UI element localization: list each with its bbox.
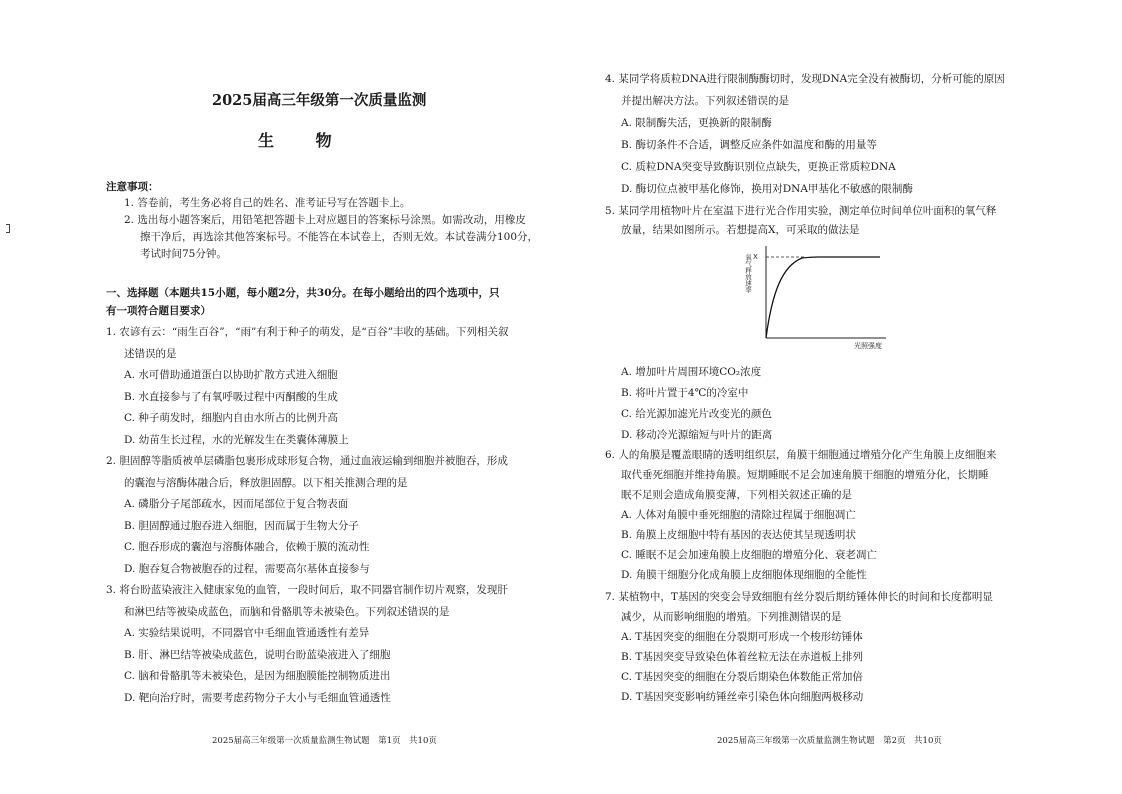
option: B. 肝、淋巴结等被染成蓝色，说明台盼蓝染液进入了细胞 bbox=[124, 649, 391, 661]
notice-line: 1. 答卷前，考生务必将自己的姓名、准考证号写在答题卡上。 bbox=[124, 197, 411, 209]
option: C. 睡眠不足会加速角膜上皮细胞的增殖分化、衰老凋亡 bbox=[621, 549, 877, 561]
option: D. 幼苗生长过程，水的光解发生在类囊体薄膜上 bbox=[124, 434, 349, 446]
option: C. 种子萌发时，细胞内自由水所占的比例升高 bbox=[124, 412, 338, 424]
subject-title: 生 物 bbox=[258, 131, 350, 150]
option: B. 角膜上皮细胞中特有基因的表达使其呈现透明状 bbox=[621, 529, 856, 541]
option: D. 靶向治疗时，需要考虑药物分子大小与毛细血管通透性 bbox=[124, 692, 391, 704]
option: D. 移动冷光源缩短与叶片的距离 bbox=[621, 429, 773, 441]
question-stem: 减少，从而影响细胞的增殖。下列推测错误的是 bbox=[621, 611, 842, 623]
option: B. T基因突变导致染色体着丝粒无法在赤道板上排列 bbox=[621, 651, 863, 663]
option: A. 限制酶失活，更换新的限制酶 bbox=[621, 117, 772, 129]
option: D. 角膜干细胞分化成角膜上皮细胞体现细胞的全能性 bbox=[621, 569, 867, 581]
option: C. 质粒DNA突变导致酶识别位点缺失，更换正常质粒DNA bbox=[621, 161, 896, 173]
notice-line: 2. 选出每小题答案后，用铅笔把答题卡上对应题目的答案标号涂黑。如需改动，用橡皮 bbox=[124, 214, 526, 226]
question-stem: 的囊泡与溶酶体融合后，释放胆固醇。以下相关推测合理的是 bbox=[124, 477, 408, 489]
option: A. T基因突变的细胞在分裂期可形成一个梭形纺锤体 bbox=[621, 631, 863, 643]
question-stem: 3. 将台盼蓝染液注入健康家兔的血管，一段时间后，取不同器官制作切片观察，发现肝 bbox=[106, 584, 508, 596]
question-stem: 7. 某植物中，T基因的突变会导致细胞有丝分裂后期纺锤体伸长的时间和长度都明显 bbox=[605, 591, 993, 603]
section-heading: 一、选择题（本题共15小题，每小题2分，共30分。在每小题给出的四个选项中，只 bbox=[106, 287, 500, 299]
question-stem: 5. 某同学用植物叶片在室温下进行光合作用实验，测定单位时间单位叶面积的氧气释 bbox=[605, 205, 997, 217]
page-footer: 2025届高三年级第一次质量监测生物试题 第2页 共10页 bbox=[717, 736, 942, 746]
notice-line: 擦干净后，再选涂其他答案标号。不能答在本试卷上，否则无效。本试卷满分100分， bbox=[140, 231, 539, 243]
option: C. 胞吞形成的囊泡与溶酶体融合，依赖于膜的流动性 bbox=[124, 541, 370, 553]
question-stem: 述错误的是 bbox=[124, 348, 177, 360]
question-stem: 并提出解决方法。下列叙述错误的是 bbox=[621, 95, 789, 107]
option: A. 实验结果说明，不同器官中毛细血管通透性有差异 bbox=[124, 627, 370, 639]
question-stem: 1. 农谚有云：“雨生百谷”，“雨”有利于种子的萌发，是“百谷”丰收的基础。下列相关叙 bbox=[106, 326, 509, 338]
question-stem: 6. 人的角膜是覆盖眼睛的透明组织层，角膜干细胞通过增殖分化产生角膜上皮细胞来 bbox=[605, 449, 997, 461]
option: C. T基因突变的细胞在分裂后期染色体数能正常加倍 bbox=[621, 671, 863, 683]
notice-line: 考试时间75分钟。 bbox=[140, 248, 227, 260]
option: B. 酶切条件不合适，调整反应条件如温度和酶的用量等 bbox=[621, 139, 877, 151]
question-stem: 放量，结果如图所示。若想提高X，可采取的做法是 bbox=[621, 224, 860, 236]
x-level-label: X bbox=[753, 253, 758, 261]
option: B. 将叶片置于4℃的冷室中 bbox=[621, 387, 749, 399]
option: D. 酶切位点被甲基化修饰，换用对DNA甲基化不敏感的限制酶 bbox=[621, 183, 913, 195]
exam-title: 2025届高三年级第一次质量监测 bbox=[212, 92, 427, 109]
question-stem: 和淋巴结等被染成蓝色，而脑和骨骼肌等未被染色。下列叙述错误的是 bbox=[124, 606, 450, 618]
option: B. 胆固醇通过胞吞进入细胞，因而属于生物大分子 bbox=[124, 520, 359, 532]
section-heading: 有一项符合题目要求） bbox=[106, 305, 211, 317]
option: B. 水直接参与了有氧呼吸过程中丙酮酸的生成 bbox=[124, 391, 338, 403]
option: A. 磷脂分子尾部疏水，因而尾部位于复合物表面 bbox=[124, 498, 349, 510]
option: A. 增加叶片周围环境CO₂浓度 bbox=[621, 366, 762, 378]
option: C. 脑和骨骼肌等未被染色，是因为细胞膜能控制物质进出 bbox=[124, 670, 391, 682]
option: D. T基因突变影响纺锤丝牵引染色体向细胞两极移动 bbox=[621, 691, 864, 703]
oxygen-release-curve bbox=[766, 257, 880, 338]
notice-heading: 注意事项： bbox=[106, 181, 159, 193]
question-stem: 眠不足则会造成角膜变薄，下列相关叙述正确的是 bbox=[621, 489, 852, 501]
x-axis-label: 光照强度 bbox=[854, 342, 882, 350]
question-stem: 4. 某同学将质粒DNA进行限制酶酶切时，发现DNA完全没有被酶切，分析可能的原因 bbox=[605, 73, 1005, 85]
right-page bbox=[561, 0, 1122, 794]
question-stem: 2. 胆固醇等脂质被单层磷脂包裹形成球形复合物，通过血液运输到细胞并被胞吞，形成 bbox=[106, 455, 508, 467]
option: A. 人体对角膜中垂死细胞的清除过程属于细胞凋亡 bbox=[621, 509, 856, 521]
option: D. 胞吞复合物被胞吞的过程，需要高尔基体直接参与 bbox=[124, 563, 370, 575]
y-axis-label: 氧气释放速率 bbox=[744, 254, 752, 293]
option: C. 给光源加滤光片改变光的颜色 bbox=[621, 408, 772, 420]
page-footer: 2025届高三年级第一次质量监测生物试题 第1页 共10页 bbox=[212, 736, 437, 746]
option: A. 水可借助通道蛋白以协助扩散方式进入细胞 bbox=[124, 369, 338, 381]
question-stem: 取代垂死细胞并维持角膜。短期睡眠不足会加速角膜干细胞的增殖分化，长期睡 bbox=[621, 469, 989, 481]
oxygen-release-figure bbox=[742, 238, 892, 350]
